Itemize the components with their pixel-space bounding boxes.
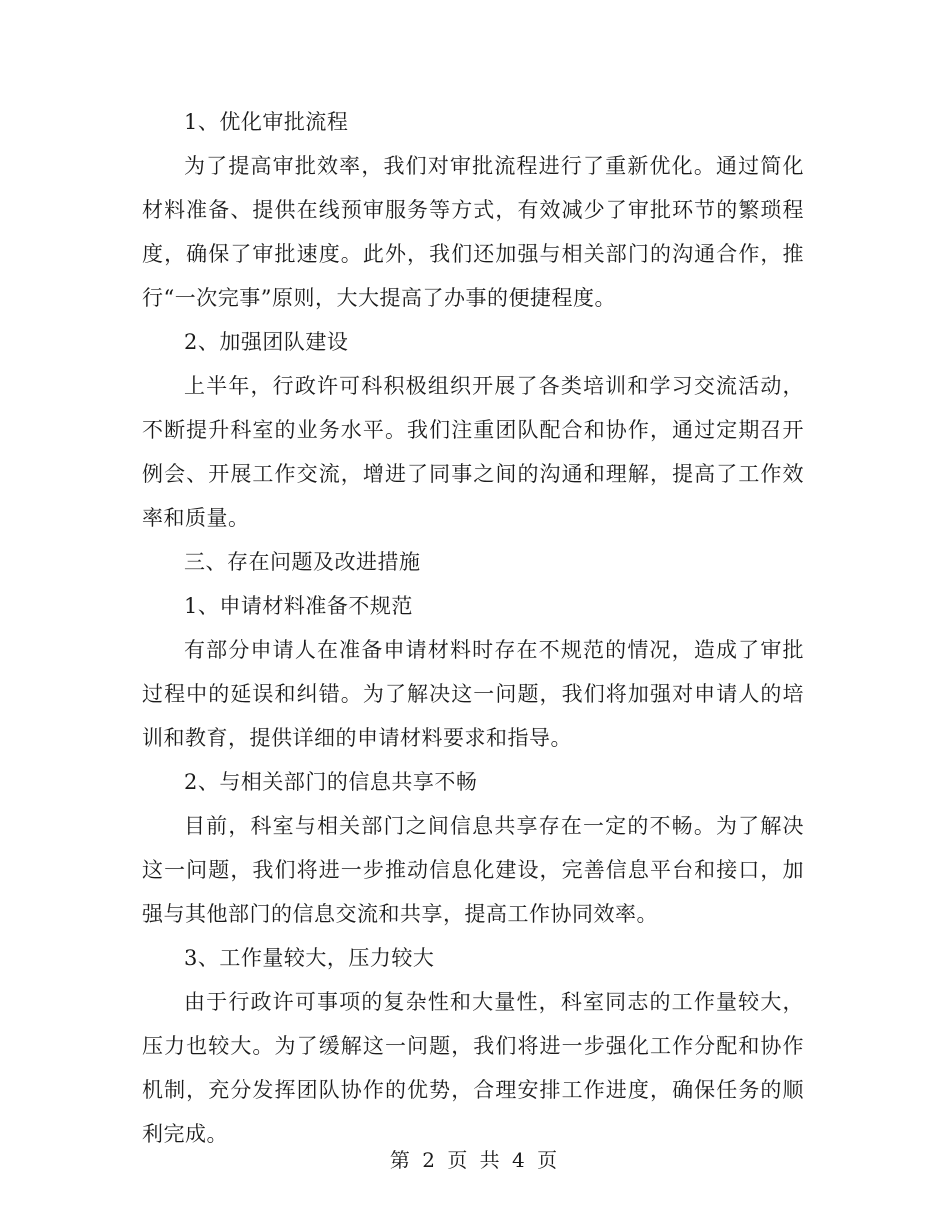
paragraph-materials: 有部分申请人在准备申请材料时存在不规范的情况，造成了审批过程中的延误和纠错。为了解决这一问题，我们将加强对申请人的培训和教育，提供详细的申请材料要求和指导。 bbox=[142, 638, 804, 750]
paragraph-optimize-approval: 为了提高审批效率，我们对审批流程进行了重新优化。通过简化材料准备、提供在线预审服务等方式，有效减少了审批环节的繁琐程度，确保了审批速度。此外，我们还加强与相关部门的沟通合作，推行“一次完事”原则，大大提高了办事的便捷程度。 bbox=[142, 154, 804, 310]
page-number-footer: 第 2 页 共 4 页 bbox=[389, 1148, 561, 1172]
section-heading-optimize-approval: 1、优化审批流程 bbox=[184, 110, 349, 134]
paragraph-team-building: 上半年，行政许可科积极组织开展了各类培训和学习交流活动，不断提升科室的业务水平。我们注重团队配合和协作，通过定期召开例会、开展工作交流，增进了同事之间的沟通和理解，提高了工作效率和质量。 bbox=[142, 374, 804, 530]
section-heading-materials: 1、申请材料准备不规范 bbox=[184, 594, 413, 618]
section-heading-workload: 3、工作量较大，压力较大 bbox=[184, 946, 435, 970]
paragraph-info-sharing: 目前，科室与相关部门之间信息共享存在一定的不畅。为了解决这一问题，我们将进一步推动信息化建设，完善信息平台和接口，加强与其他部门的信息交流和共享，提高工作协同效率。 bbox=[142, 814, 804, 926]
section-heading-team-building: 2、加强团队建设 bbox=[184, 330, 349, 354]
document-body bbox=[142, 100, 804, 1156]
chapter-heading-problems: 三、存在问题及改进措施 bbox=[184, 550, 421, 574]
section-heading-info-sharing: 2、与相关部门的信息共享不畅 bbox=[184, 770, 478, 794]
paragraph-workload: 由于行政许可事项的复杂性和大量性，科室同志的工作量较大，压力也较大。为了缓解这一问题，我们将进一步强化工作分配和协作机制，充分发挥团队协作的优势，合理安排工作进度，确保任务的顺利完成。 bbox=[142, 990, 804, 1146]
